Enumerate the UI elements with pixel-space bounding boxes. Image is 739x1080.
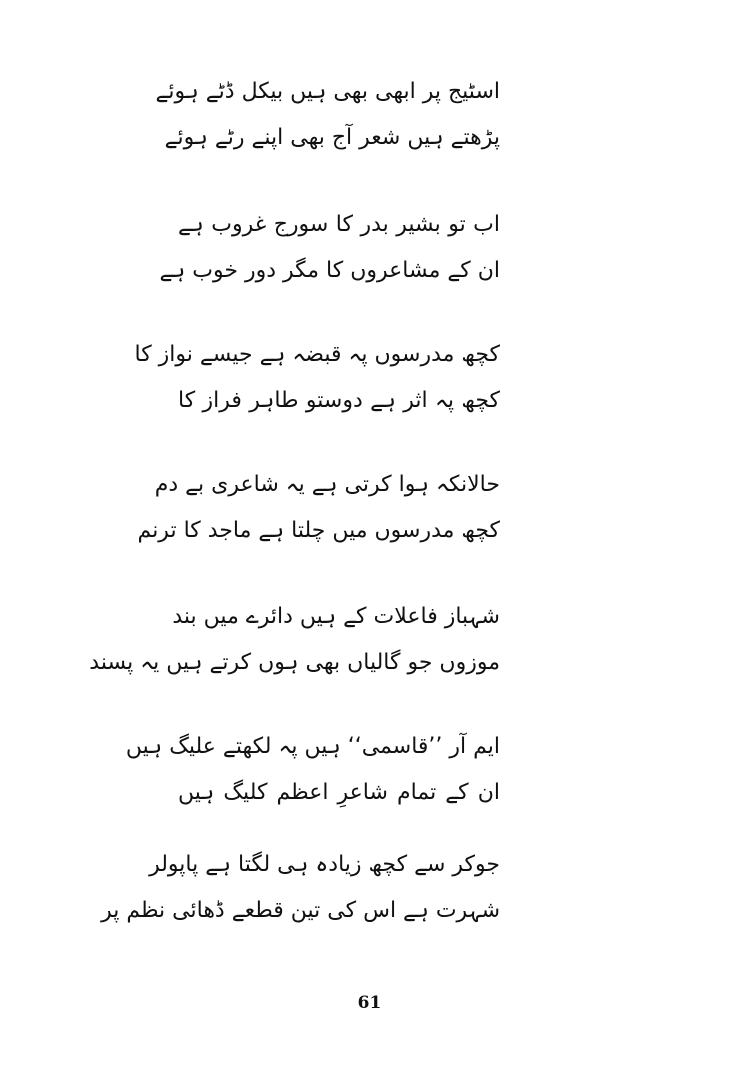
stanza [159, 205, 500, 291]
stanza [125, 727, 500, 813]
verse-line: ان کے تمام شاعرِ اعظم کلیگ ہیں [178, 780, 500, 805]
verse-line: حالانکہ ہوا کرتی ہے یہ شاعری بے دم [154, 472, 500, 497]
verse-line: پڑھتے ہیں شعر آج بھی اپنے رٹے ہوئے [164, 125, 500, 150]
verse-line: شہباز فاعلات کے ہیں دائرے میں بند [172, 604, 500, 629]
verse-line: جوکر سے کچھ زیادہ ہی لگتا ہے پاپولر [149, 852, 500, 877]
verse-line: ایم آر ’’قاسمی‘‘ ہیں پہ لکھتے علیگ ہیں [125, 734, 500, 759]
verse-line: اب تو بشیر بدر کا سورج غروب ہے [178, 212, 500, 237]
stanza [89, 597, 500, 683]
verse-line: موزوں جو گالیاں بھی ہوں کرتے ہیں یہ پسند [89, 650, 500, 675]
stanza [155, 72, 500, 158]
stanza [137, 465, 500, 551]
verse-line: کچھ پہ اثر ہے دوستو طاہر فراز کا [178, 388, 500, 413]
verse-line: ان کے مشاعروں کا مگر دور خوب ہے [159, 258, 500, 283]
verse-line: شہرت ہے اس کی تین قطعے ڈھائی نظم پر [101, 898, 500, 923]
stanza [134, 335, 500, 421]
verse-line: کچھ مدرسوں پہ قبضہ ہے جیسے نواز کا [134, 342, 500, 367]
verse-line: کچھ مدرسوں میں چلتا ہے ماجد کا ترنم [137, 518, 500, 543]
stanza [101, 845, 500, 931]
verse-line: اسٹیج پر ابھی بھی ہیں بیکل ڈٹے ہوئے [155, 79, 500, 104]
page-number: 61 [357, 993, 382, 1013]
